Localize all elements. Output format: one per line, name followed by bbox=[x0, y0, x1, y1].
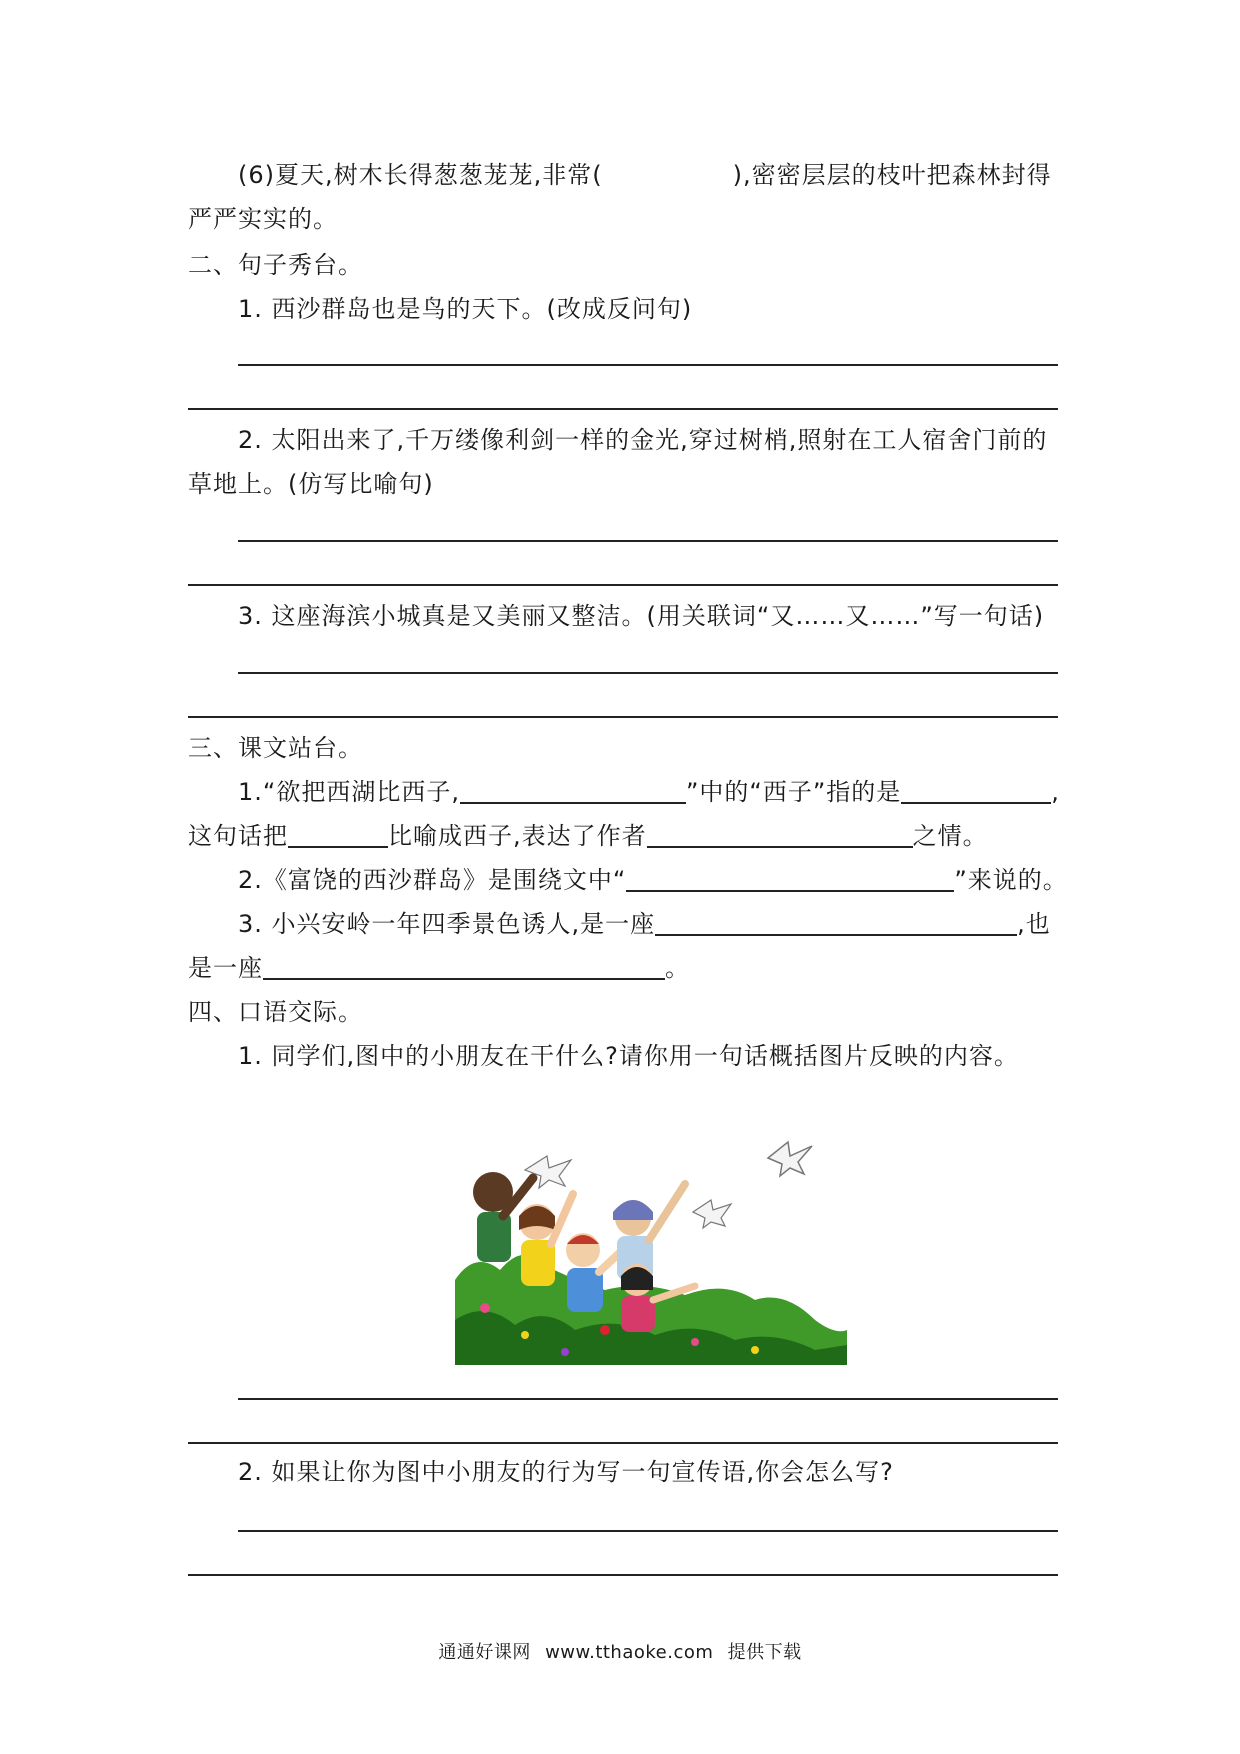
s2-q2-line2: 草地上。(仿写比喻句) bbox=[188, 470, 434, 498]
q6-text-a: (6)夏天,树木长得葱葱茏茏,非常( bbox=[238, 161, 603, 189]
fill-blank[interactable] bbox=[655, 910, 1017, 936]
s3-q2-text-b: ”来说的。 bbox=[954, 866, 1068, 894]
footer bbox=[0, 1638, 1240, 1664]
answer-line[interactable] bbox=[238, 1530, 1058, 1532]
s3-q1-text-b: ”中的“西子”指的是 bbox=[685, 778, 902, 806]
s4-q1: 1. 同学们,图中的小朋友在干什么?请你用一句话概括图片反映的内容。 bbox=[238, 1042, 1019, 1070]
answer-line[interactable] bbox=[188, 408, 1058, 410]
s3-q3-line2 bbox=[188, 953, 690, 983]
answer-line[interactable] bbox=[238, 540, 1058, 542]
s3-q1-text-f: 之情。 bbox=[912, 822, 988, 850]
footer-site: 通通好课网 bbox=[438, 1642, 531, 1663]
s3-q3-text-d: 。 bbox=[665, 954, 690, 982]
footer-url[interactable]: www.tthaoke.com bbox=[545, 1642, 714, 1663]
s3-q3-line1 bbox=[238, 909, 1051, 939]
answer-line[interactable] bbox=[238, 364, 1058, 366]
fill-blank[interactable] bbox=[647, 822, 913, 848]
s3-q2 bbox=[238, 865, 1068, 895]
q6-line1 bbox=[238, 160, 1052, 190]
s3-q3-text-a: 3. 小兴安岭一年四季景色诱人,是一座 bbox=[238, 910, 656, 938]
answer-line[interactable] bbox=[238, 672, 1058, 674]
answer-line[interactable] bbox=[188, 584, 1058, 586]
s3-q1-text-d: 这句话把 bbox=[188, 822, 288, 850]
footer-tail: 提供下载 bbox=[727, 1642, 802, 1663]
s3-q1-line2 bbox=[188, 821, 988, 851]
s3-q3-text-b: ,也 bbox=[1017, 910, 1051, 938]
children-doves-illustration bbox=[455, 1130, 847, 1365]
fill-blank[interactable] bbox=[263, 954, 665, 980]
s2-q3: 3. 这座海滨小城真是又美丽又整洁。(用关联词“又……又……”写一句话) bbox=[238, 602, 1045, 630]
answer-line[interactable] bbox=[188, 1442, 1058, 1444]
q6-text-b: ),密密层层的枝叶把森林封得 bbox=[732, 161, 1052, 189]
section3-heading: 三、课文站台。 bbox=[188, 734, 363, 762]
fill-blank[interactable] bbox=[901, 778, 1051, 804]
s3-q1-line1 bbox=[238, 777, 1060, 807]
s2-q2-line1: 2. 太阳出来了,千万缕像利剑一样的金光,穿过树梢,照射在工人宿舍门前的 bbox=[238, 426, 1048, 454]
s3-q1-text-e: 比喻成西子,表达了作者 bbox=[388, 822, 647, 850]
s3-q2-text-a: 2.《富饶的西沙群岛》是围绕文中“ bbox=[238, 866, 627, 894]
s3-q3-text-c: 是一座 bbox=[188, 954, 263, 982]
fill-blank[interactable] bbox=[460, 778, 686, 804]
answer-line[interactable] bbox=[188, 1574, 1058, 1576]
section4-heading: 四、口语交际。 bbox=[188, 998, 363, 1026]
q6-line2: 严严实实的。 bbox=[188, 205, 338, 233]
section2-heading: 二、句子秀台。 bbox=[188, 251, 363, 279]
fill-blank[interactable] bbox=[288, 822, 388, 848]
s2-q1: 1. 西沙群岛也是鸟的天下。(改成反问句) bbox=[238, 295, 693, 323]
s4-q2: 2. 如果让你为图中小朋友的行为写一句宣传语,你会怎么写? bbox=[238, 1458, 894, 1486]
fill-blank[interactable] bbox=[626, 866, 954, 892]
answer-line[interactable] bbox=[238, 1398, 1058, 1400]
answer-line[interactable] bbox=[188, 716, 1058, 718]
s3-q1-text-a: 1.“欲把西湖比西子, bbox=[238, 778, 460, 806]
s3-q1-text-c: , bbox=[1051, 778, 1060, 806]
